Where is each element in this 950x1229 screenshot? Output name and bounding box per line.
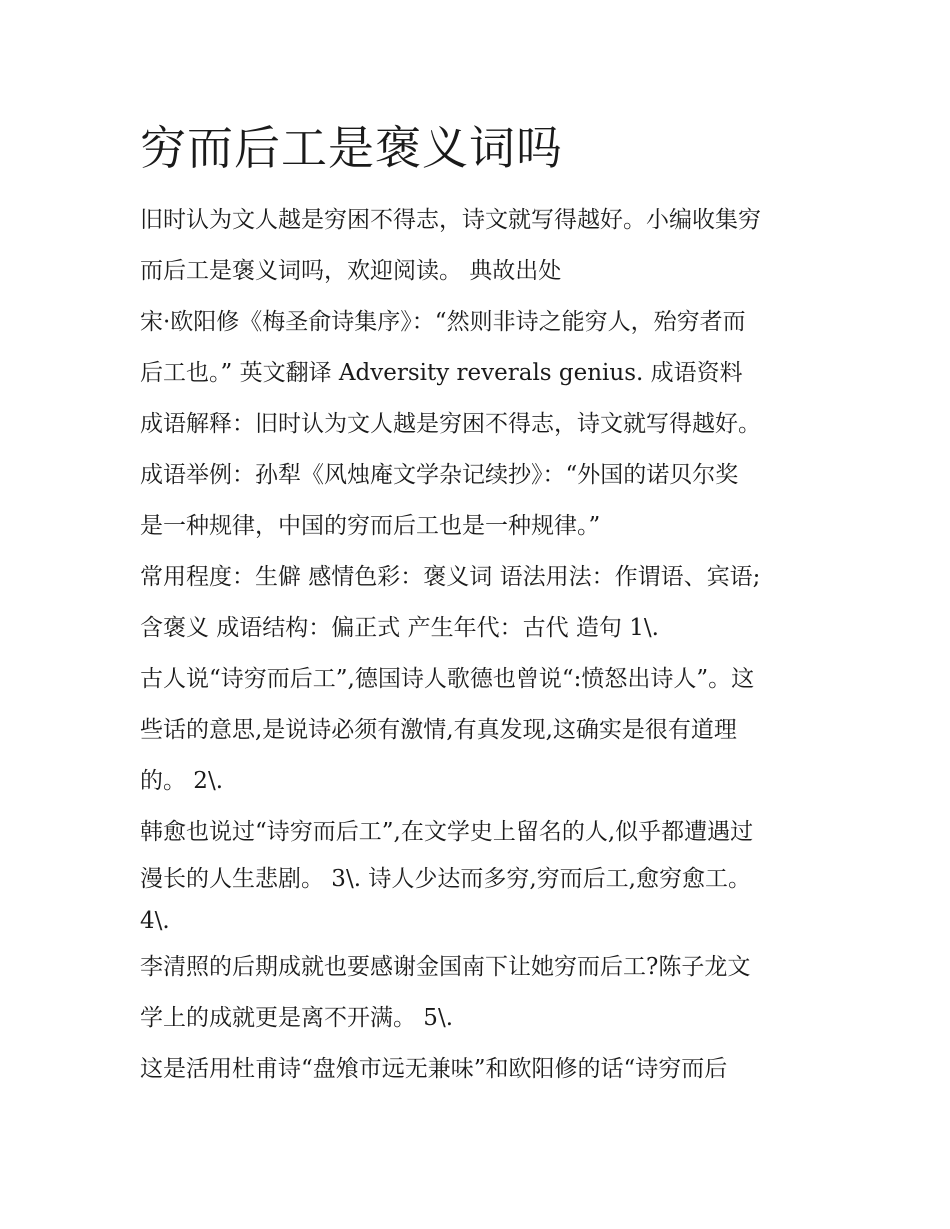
body-line: 成语举例：孙犁《风烛庵文学杂记续抄》：“外国的诺贝尔奖 [140, 462, 739, 488]
body-line: 李清照的后期成就也要感谢金国南下让她穷而后工?陈子龙文 [140, 954, 751, 980]
body-line: 常用程度：生僻 感情色彩：褒义词 语法用法：作谓语、宾语; [140, 564, 761, 590]
body-line: 旧时认为文人越是穷困不得志，诗文就写得越好。小编收集穷 [140, 207, 761, 233]
document-body [140, 195, 820, 1095]
body-line: 后工也。” 英文翻译 Adversity reverals genius. 成语资料 [140, 360, 743, 386]
body-line: 4\. [140, 908, 170, 934]
body-line: 成语解释：旧时认为文人越是穷困不得志，诗文就写得越好。 [140, 411, 761, 437]
body-line: 宋·欧阳修《梅圣俞诗集序》：“然则非诗之能穷人，殆穷者而 [140, 309, 746, 335]
body-line: 些话的意思,是说诗必须有激情,有真发现,这确实是很有道理 [140, 717, 737, 743]
body-line: 漫长的人生悲剧。 3\. 诗人少达而多穷,穷而后工,愈穷愈工。 [140, 866, 751, 892]
document-title: 穷而后工是褒义词吗 [140, 121, 563, 175]
body-line: 韩愈也说过“诗穷而后工”,在文学史上留名的人,似乎都遭遇过 [140, 819, 754, 845]
body-line: 是一种规律，中国的穷而后工也是一种规律。” [140, 513, 601, 539]
body-line: 学上的成就更是离不开满。 5\. [140, 1005, 454, 1031]
body-line: 而后工是褒义词吗，欢迎阅读。 典故出处 [140, 258, 562, 284]
body-line: 这是活用杜甫诗“盘飧市远无兼味”和欧阳修的话“诗穷而后 [140, 1056, 728, 1082]
body-line: 的。 2\. [140, 768, 224, 794]
body-line: 含褒义 成语结构：偏正式 产生年代：古代 造句 1\. [140, 615, 659, 641]
body-line: 古人说“诗穷而后工”,德国诗人歌德也曾说“:愤怒出诗人”。这 [140, 666, 755, 692]
